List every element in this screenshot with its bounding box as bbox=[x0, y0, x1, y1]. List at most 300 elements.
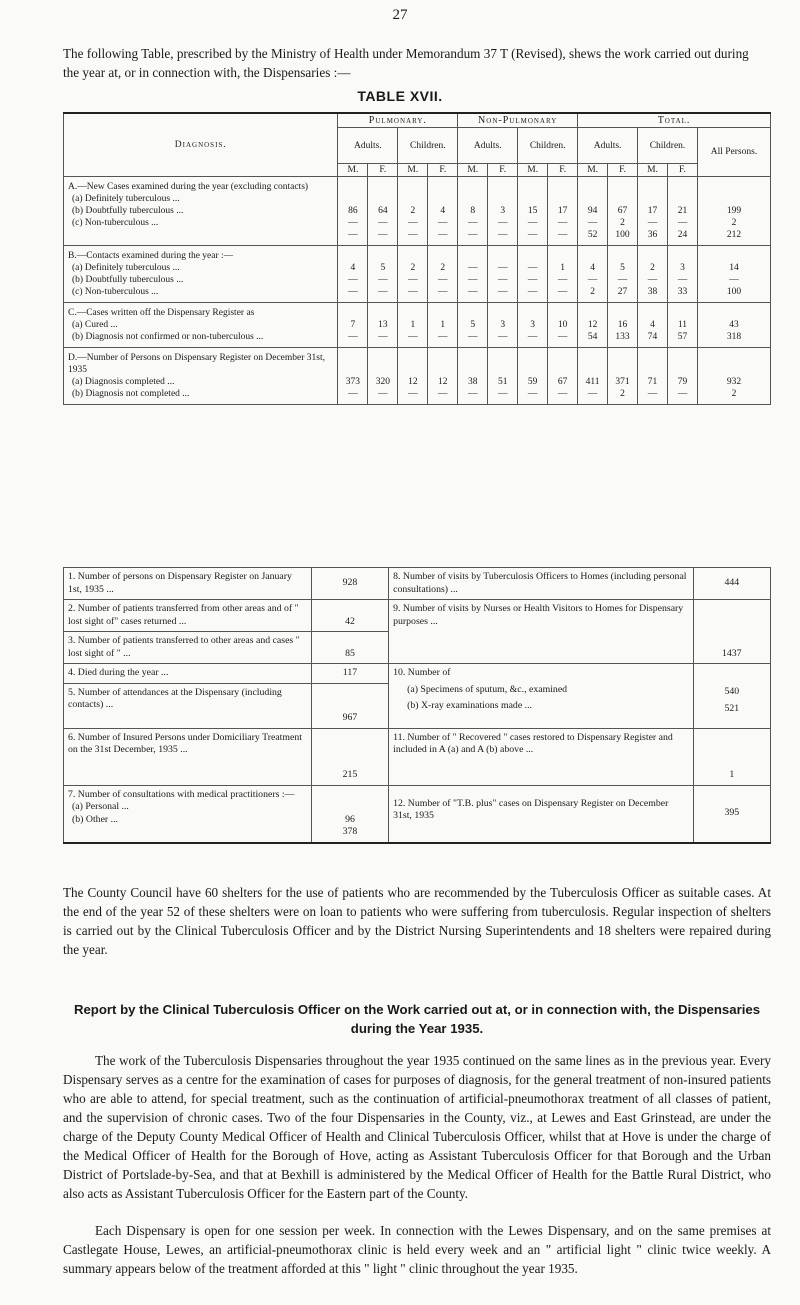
item-10b-value: 521 bbox=[724, 702, 740, 714]
value-cell bbox=[638, 303, 668, 348]
item-1-value: 928 bbox=[311, 568, 388, 600]
value-cell bbox=[338, 348, 368, 405]
spacer bbox=[459, 181, 486, 205]
children-header: Children. bbox=[398, 128, 458, 164]
value-cell bbox=[458, 303, 488, 348]
f-header: F. bbox=[428, 164, 458, 177]
item-1-label: 1. Number of persons on Dispensary Register on January 1st, 1935 ... bbox=[64, 568, 312, 600]
value-cell bbox=[608, 348, 638, 405]
value-cell bbox=[668, 246, 698, 303]
spacer bbox=[429, 352, 456, 376]
row-label: (b) Doubtfully tuberculous ... bbox=[72, 275, 184, 285]
value: — bbox=[408, 275, 418, 285]
item-4-label: 4. Died during the year ... bbox=[64, 664, 312, 684]
row-label: (c) Non-tuberculous ... bbox=[72, 287, 159, 297]
value-cell bbox=[697, 246, 770, 303]
value: 12 bbox=[587, 320, 598, 330]
value: — bbox=[527, 389, 538, 399]
value: 2 bbox=[590, 287, 595, 297]
spacer bbox=[429, 250, 456, 262]
value: — bbox=[527, 230, 538, 240]
row-label: (c) Non-tuberculous ... bbox=[72, 218, 159, 228]
value: 67 bbox=[557, 377, 568, 387]
value: — bbox=[677, 389, 688, 399]
spacer bbox=[339, 352, 366, 376]
value-cell bbox=[488, 348, 518, 405]
adults-header: Adults. bbox=[338, 128, 398, 164]
value: 2 bbox=[440, 263, 446, 273]
value: 2 bbox=[650, 263, 655, 273]
item-7b-label: (b) Other ... bbox=[72, 813, 118, 825]
value-cell bbox=[398, 177, 428, 246]
section-title: D.—Number of Persons on Dispensary Register on December 31st, 1935 bbox=[68, 353, 325, 375]
item-12-value: 395 bbox=[693, 785, 770, 843]
value-cell bbox=[548, 177, 578, 246]
value-cell bbox=[668, 348, 698, 405]
value: 16 bbox=[617, 320, 628, 330]
section-row bbox=[64, 348, 771, 405]
spacer bbox=[519, 250, 546, 262]
value-cell bbox=[608, 303, 638, 348]
intro-paragraph: The following Table, prescribed by the Ministry of Health under Memorandum 37 T (Revised), shews the work carried out during the year at, or in connection with, the Dispensaries :— bbox=[63, 46, 749, 80]
shelters-paragraph: The County Council have 60 shelters for the use of patients who are recommended by the Tuberculosis Officer as suitable cases. At the end of the year 52 of these shelters were on loan to patients who were suffering from tuberculosis. Regular inspection of shelters is carried out by the Clinical Tuberculosis Officer and by the District Nursing Superintendents and 18 shelters were repaired during the year. bbox=[63, 885, 771, 957]
spacer bbox=[669, 181, 696, 205]
spacer bbox=[549, 352, 576, 376]
value-cell bbox=[697, 177, 770, 246]
spacer bbox=[339, 250, 366, 262]
row-label: (b) Diagnosis not completed ... bbox=[72, 389, 190, 399]
item-12-label: 12. Number of "T.B. plus" cases on Dispensary Register on December 31st, 1935 bbox=[389, 785, 693, 843]
value: — bbox=[557, 287, 568, 297]
spacer bbox=[669, 307, 696, 319]
summary-table bbox=[63, 567, 771, 844]
f-header: F. bbox=[368, 164, 398, 177]
dispensaries-paragraph: The work of the Tuberculosis Dispensaries throughout the year 1935 continued on the same lines as in the previous year. Every Dispensary serves as a centre for the examination of cases for purposes of diagnosis, for the general treatment of non-insured patients who are able to attend, for special treatment, such as the continuation of artificial-pneumothorax treatment of all classes of patient, and the supervision of chronic cases. Two of the four Dispensaries in the County, viz., at Lewes and East Grinstead, are under the charge of the Deputy County Medical Officer of Health and Clinical Tuberculosis Officer, whilst that at Hove is under the charge of the Medical Officer of Health for the Borough of Hove, acting as Assistant Tuberculosis Officer for that Borough and the Urban District of Portslade-by-Sea, and that at Bexhill is administered by the Medical Officer of Health for the Battle Rural District, who also acts as Assistant Tuberculosis Officer for the Eastern part of the County. bbox=[63, 1053, 771, 1201]
value: 33 bbox=[677, 287, 688, 297]
value: 12 bbox=[438, 377, 448, 387]
adults-header: Adults. bbox=[578, 128, 638, 164]
item-2-label: 2. Number of patients transferred from other areas and of " lost sight of" cases returned ... bbox=[64, 600, 312, 632]
item-10a-value: 540 bbox=[724, 686, 740, 698]
value: 1 bbox=[440, 320, 446, 330]
value: 59 bbox=[527, 377, 538, 387]
item-7-label bbox=[64, 785, 312, 843]
value-cell bbox=[668, 303, 698, 348]
section-cell bbox=[64, 177, 338, 246]
value: — bbox=[438, 332, 448, 342]
section-cell bbox=[64, 246, 338, 303]
value: — bbox=[647, 218, 658, 228]
value: — bbox=[527, 263, 538, 273]
spacer bbox=[369, 181, 396, 205]
value: — bbox=[497, 287, 508, 297]
f-header: F. bbox=[488, 164, 518, 177]
value-cell bbox=[548, 246, 578, 303]
spacer bbox=[669, 250, 696, 262]
value: 10 bbox=[557, 320, 568, 330]
diagnosis-header: Diagnosis. bbox=[64, 113, 338, 177]
value: 64 bbox=[378, 206, 388, 216]
item-6-value: 215 bbox=[311, 728, 388, 785]
value-cell bbox=[578, 303, 608, 348]
value: — bbox=[468, 332, 478, 342]
value: 371 bbox=[615, 377, 630, 387]
value: — bbox=[408, 230, 418, 240]
spacer bbox=[609, 181, 636, 205]
value-cell bbox=[668, 177, 698, 246]
value: 24 bbox=[677, 230, 688, 240]
value-cell bbox=[578, 246, 608, 303]
section-row bbox=[64, 177, 771, 246]
row-label: (b) Diagnosis not confirmed or non-tuberculous ... bbox=[72, 332, 264, 342]
spacer bbox=[459, 307, 486, 319]
value-cell bbox=[428, 348, 458, 405]
spacer bbox=[369, 352, 396, 376]
children-header: Children. bbox=[518, 128, 578, 164]
value: — bbox=[557, 218, 568, 228]
item-7-values bbox=[311, 785, 388, 843]
value: 2 bbox=[410, 206, 416, 216]
value: 15 bbox=[527, 206, 538, 216]
value: — bbox=[408, 332, 418, 342]
spacer bbox=[399, 250, 426, 262]
value-cell bbox=[518, 348, 548, 405]
spacer bbox=[339, 307, 366, 319]
total-header: Total. bbox=[578, 113, 771, 128]
item-7-title: 7. Number of consultations with medical practitioners :— bbox=[68, 788, 295, 800]
value: — bbox=[557, 389, 568, 399]
spacer bbox=[519, 181, 546, 205]
item-4-value: 117 bbox=[311, 664, 388, 684]
m-header: M. bbox=[338, 164, 368, 177]
item-8-label: 8. Number of visits by Tuberculosis Officers to Homes (including personal consultations) ... bbox=[389, 568, 693, 600]
spacer bbox=[519, 307, 546, 319]
item-7a-value: 96 bbox=[345, 813, 355, 825]
value: 36 bbox=[647, 230, 658, 240]
section-cell bbox=[64, 348, 338, 405]
item-7a-label: (a) Personal ... bbox=[72, 801, 129, 812]
spacer bbox=[639, 307, 666, 319]
row-label: (a) Definitely tuberculous ... bbox=[72, 194, 180, 204]
adults-header: Adults. bbox=[458, 128, 518, 164]
value: — bbox=[527, 332, 538, 342]
value: 100 bbox=[726, 287, 742, 297]
spacer bbox=[579, 181, 606, 205]
value-cell bbox=[458, 246, 488, 303]
f-header: F. bbox=[608, 164, 638, 177]
value-cell bbox=[578, 177, 608, 246]
value: — bbox=[438, 218, 448, 228]
value: 5 bbox=[380, 263, 386, 273]
spacer bbox=[369, 250, 396, 262]
section-title: B.—Contacts examined during the year :— bbox=[68, 251, 234, 261]
value: — bbox=[497, 263, 508, 273]
spacer bbox=[489, 250, 516, 262]
value: 2 bbox=[620, 389, 625, 399]
value: — bbox=[647, 275, 658, 285]
value-cell bbox=[488, 177, 518, 246]
value-cell bbox=[578, 348, 608, 405]
item-5-label: 5. Number of attendances at the Dispensary (including contacts) ... bbox=[64, 683, 312, 728]
value: 3 bbox=[680, 263, 685, 273]
value: 2 bbox=[410, 263, 416, 273]
value: 86 bbox=[348, 206, 358, 216]
value: — bbox=[348, 275, 358, 285]
value: 2 bbox=[620, 218, 625, 228]
all-persons-header: All Persons. bbox=[697, 128, 770, 177]
spacer bbox=[489, 307, 516, 319]
value: 54 bbox=[587, 332, 598, 342]
value-cell bbox=[428, 246, 458, 303]
section-title: A.—New Cases examined during the year (excluding contacts) bbox=[68, 182, 309, 192]
value: — bbox=[497, 332, 508, 342]
value: 4 bbox=[590, 263, 595, 273]
spacer bbox=[399, 181, 426, 205]
value-cell bbox=[548, 348, 578, 405]
spacer bbox=[549, 181, 576, 205]
value: — bbox=[468, 263, 478, 273]
children-header: Children. bbox=[638, 128, 698, 164]
value: 79 bbox=[677, 377, 688, 387]
value: 71 bbox=[647, 377, 658, 387]
session-paragraph: Each Dispensary is open for one session per week. In connection with the Lewes Dispensary, and on the same premises at Castlegate House, Lewes, an artificial-pneumothorax clinic is held every week and an " artificial light " clinic twice weekly. A summary appears below of the treatment afforded at this " light " clinic throughout the year 1935. bbox=[63, 1223, 771, 1276]
section-title: C.—Cases written off the Dispensary Register as bbox=[68, 308, 255, 318]
value: 2 bbox=[731, 218, 737, 228]
spacer bbox=[399, 352, 426, 376]
item-10-title: 10. Number of bbox=[393, 667, 451, 678]
value-cell bbox=[338, 246, 368, 303]
item-10-values bbox=[693, 664, 770, 729]
value: 4 bbox=[650, 320, 655, 330]
value: 27 bbox=[617, 287, 628, 297]
value-cell bbox=[548, 303, 578, 348]
value: — bbox=[408, 218, 418, 228]
value: — bbox=[348, 332, 358, 342]
f-header: F. bbox=[548, 164, 578, 177]
spacer bbox=[609, 352, 636, 376]
value-cell bbox=[458, 177, 488, 246]
value: — bbox=[378, 230, 388, 240]
value: — bbox=[378, 218, 388, 228]
value-cell bbox=[518, 177, 548, 246]
item-9-label: 9. Number of visits by Nurses or Health Visitors to Homes for Dispensary purposes ... bbox=[389, 600, 693, 664]
section-row bbox=[64, 246, 771, 303]
value: 67 bbox=[617, 206, 628, 216]
item-10b-label: (b) X-ray examinations made ... bbox=[407, 700, 532, 711]
value: 17 bbox=[557, 206, 568, 216]
row-label: (b) Doubtfully tuberculous ... bbox=[72, 206, 184, 216]
item-3-label: 3. Number of patients transferred to other areas and cases " lost sight of " ... bbox=[64, 632, 312, 664]
item-7b-value: 378 bbox=[342, 826, 358, 837]
spacer bbox=[699, 307, 769, 319]
value: 5 bbox=[620, 263, 625, 273]
value: — bbox=[677, 218, 688, 228]
value: 100 bbox=[615, 230, 630, 240]
value: — bbox=[497, 389, 508, 399]
value: 212 bbox=[726, 230, 742, 240]
value: — bbox=[468, 287, 478, 297]
value: 8 bbox=[470, 206, 476, 216]
item-10a-label: (a) Specimens of sputum, &c., examined bbox=[407, 683, 568, 695]
value: 411 bbox=[585, 377, 600, 387]
value: — bbox=[408, 389, 418, 399]
spacer bbox=[459, 250, 486, 262]
value: 51 bbox=[497, 377, 508, 387]
spacer bbox=[699, 352, 769, 376]
value: — bbox=[348, 230, 358, 240]
value: — bbox=[348, 287, 358, 297]
value-cell bbox=[697, 348, 770, 405]
spacer bbox=[579, 352, 606, 376]
item-2-value: 42 bbox=[311, 600, 388, 632]
value: 17 bbox=[647, 206, 658, 216]
spacer bbox=[699, 250, 769, 262]
value: 14 bbox=[729, 263, 739, 273]
spacer bbox=[339, 181, 366, 205]
value: — bbox=[497, 218, 508, 228]
value: — bbox=[729, 275, 739, 285]
item-5-value: 967 bbox=[311, 683, 388, 728]
value: — bbox=[587, 218, 598, 228]
table-body bbox=[64, 177, 771, 405]
value: — bbox=[557, 275, 568, 285]
value-cell bbox=[638, 348, 668, 405]
value: — bbox=[557, 332, 568, 342]
value: — bbox=[468, 389, 478, 399]
value: 57 bbox=[677, 332, 688, 342]
row-label: (a) Definitely tuberculous ... bbox=[72, 263, 180, 273]
value: 94 bbox=[587, 206, 598, 216]
spacer bbox=[489, 181, 516, 205]
value: — bbox=[468, 230, 478, 240]
value: — bbox=[438, 287, 448, 297]
value: 320 bbox=[375, 377, 390, 387]
section-cell bbox=[64, 303, 338, 348]
value-cell bbox=[428, 177, 458, 246]
m-header: M. bbox=[638, 164, 668, 177]
value: 3 bbox=[530, 320, 536, 330]
value: 38 bbox=[647, 287, 658, 297]
report-heading: Report by the Clinical Tuberculosis Officer on the Work carried out at, or in connection with, the Dispensaries during the Year 1935. bbox=[73, 1002, 761, 1036]
value: 11 bbox=[677, 320, 688, 330]
spacer bbox=[369, 307, 396, 319]
value: — bbox=[348, 389, 358, 399]
value: — bbox=[617, 275, 628, 285]
table-title: TABLE XVII. bbox=[357, 88, 443, 104]
value-cell bbox=[518, 246, 548, 303]
value: 74 bbox=[647, 332, 658, 342]
value-cell bbox=[488, 303, 518, 348]
value-cell bbox=[398, 246, 428, 303]
spacer bbox=[639, 352, 666, 376]
value: — bbox=[527, 287, 538, 297]
item-9-value: 1437 bbox=[693, 600, 770, 664]
value: 3 bbox=[500, 206, 506, 216]
spacer bbox=[609, 250, 636, 262]
value: — bbox=[468, 275, 478, 285]
spacer bbox=[609, 307, 636, 319]
value: 21 bbox=[677, 206, 688, 216]
value: — bbox=[497, 275, 508, 285]
value: 38 bbox=[468, 377, 478, 387]
value: 373 bbox=[345, 377, 361, 387]
value: — bbox=[677, 275, 688, 285]
value: — bbox=[408, 287, 418, 297]
value-cell bbox=[368, 348, 398, 405]
spacer bbox=[489, 352, 516, 376]
value: — bbox=[527, 275, 538, 285]
value: — bbox=[438, 230, 448, 240]
spacer bbox=[519, 352, 546, 376]
value: — bbox=[647, 389, 658, 399]
value-cell bbox=[368, 303, 398, 348]
value: — bbox=[378, 332, 388, 342]
non-pulmonary-header: Non-Pulmonary bbox=[458, 113, 578, 128]
value: 932 bbox=[726, 377, 742, 387]
value: — bbox=[378, 389, 388, 399]
spacer bbox=[429, 307, 456, 319]
value-cell bbox=[638, 177, 668, 246]
value: 2 bbox=[731, 389, 737, 399]
value: — bbox=[438, 275, 448, 285]
row-label: (a) Cured ... bbox=[72, 320, 118, 330]
pulmonary-header: Pulmonary. bbox=[338, 113, 458, 128]
spacer bbox=[579, 250, 606, 262]
value-cell bbox=[608, 177, 638, 246]
spacer bbox=[669, 352, 696, 376]
value: — bbox=[587, 275, 598, 285]
value: 52 bbox=[587, 230, 598, 240]
value-cell bbox=[398, 303, 428, 348]
value: — bbox=[378, 287, 388, 297]
spacer bbox=[399, 307, 426, 319]
value: — bbox=[468, 218, 478, 228]
value: 1 bbox=[560, 263, 566, 273]
row-label: (a) Diagnosis completed ... bbox=[72, 377, 175, 387]
spacer bbox=[549, 307, 576, 319]
value: 4 bbox=[440, 206, 446, 216]
value: 3 bbox=[500, 320, 506, 330]
value: 199 bbox=[726, 206, 742, 216]
section-row bbox=[64, 303, 771, 348]
spacer bbox=[459, 352, 486, 376]
m-header: M. bbox=[398, 164, 428, 177]
m-header: M. bbox=[518, 164, 548, 177]
value-cell bbox=[458, 348, 488, 405]
value-cell bbox=[638, 246, 668, 303]
value: 133 bbox=[615, 332, 630, 342]
f-header: F. bbox=[668, 164, 698, 177]
spacer bbox=[549, 250, 576, 262]
value: 1 bbox=[410, 320, 416, 330]
value: — bbox=[587, 389, 598, 399]
spacer bbox=[699, 181, 769, 205]
value: 318 bbox=[726, 332, 742, 342]
value: — bbox=[497, 230, 508, 240]
value: — bbox=[378, 275, 388, 285]
value: 5 bbox=[470, 320, 476, 330]
item-11-label: 11. Number of " Recovered " cases restored to Dispensary Register and included in A (a) and A (b) above ... bbox=[389, 728, 693, 785]
spacer bbox=[579, 307, 606, 319]
value-cell bbox=[488, 246, 518, 303]
value: 7 bbox=[350, 320, 356, 330]
item-10-label bbox=[389, 664, 693, 729]
value: 43 bbox=[729, 320, 739, 330]
value: — bbox=[348, 218, 358, 228]
item-11-value: 1 bbox=[693, 728, 770, 785]
value-cell bbox=[338, 303, 368, 348]
value: — bbox=[557, 230, 568, 240]
